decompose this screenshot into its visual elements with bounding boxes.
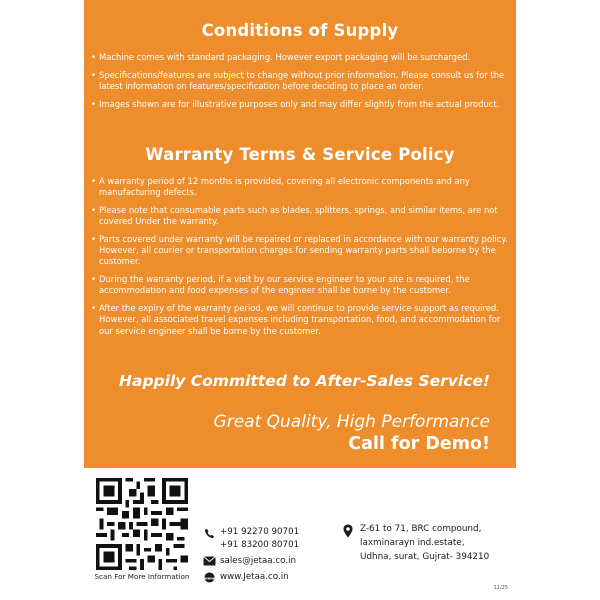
scan-label: Scan For More Information (94, 572, 190, 581)
qr-code-icon[interactable] (96, 478, 188, 570)
phone-icon (204, 528, 215, 539)
after-sales-tagline: Happily Committed to After-Sales Service! (119, 372, 490, 390)
warranty-item: • Please note that consumable parts such as blades, splitters, springs, and similar items, are not covered Under the warranty. (90, 205, 510, 227)
condition-item: • Images shown are for illustrative purposes only and may differ slightly from the actual product. (90, 99, 510, 110)
email-icon (203, 556, 216, 566)
condition-item: • Machine comes with standard packaging. However export packaging will be surcharged. (90, 52, 510, 63)
phone-number[interactable]: +91 92270 90701 (220, 527, 300, 537)
call-for-demo: Call for Demo! (348, 434, 490, 454)
address (360, 522, 489, 564)
page-code: 11/25 (493, 585, 508, 591)
conditions-of-supply-heading: Conditions of Supply (201, 21, 399, 40)
warranty-list (90, 176, 510, 343)
svg-text:www: www (204, 576, 215, 581)
website-link[interactable]: www.Jetaa.co.in (220, 572, 289, 582)
address-line: Z-61 to 71, BRC compound, (360, 524, 482, 534)
warranty-heading: Warranty Terms & Service Policy (145, 145, 455, 164)
brochure-page (84, 0, 516, 600)
address-line: Udhna, surat, Gujrat- 394210 (360, 552, 490, 562)
phone-number[interactable]: +91 83200 80701 (220, 540, 300, 550)
warranty-item: • A warranty period of 12 months is provided, covering all electronic components and any manufacturing defects. (90, 176, 510, 198)
warranty-item: • During the warranty period, if a visit by our service engineer to your site is required, the accommodation and food expenses of the engineer shall be borne by the customer. (90, 274, 510, 296)
address-line: laxminarayn ind.estate, (360, 538, 465, 548)
location-pin-icon (343, 524, 353, 538)
condition-item: • Specifications/features are subject to change without prior information. Please consult us for the latest information on features/specification before deciding to place an order. (90, 70, 510, 92)
conditions-list (90, 52, 510, 117)
contact-footer (84, 468, 516, 600)
warranty-item: • Parts covered under warranty will be repaired or replaced in accordance with our warranty policy. However, all courier or transportation charges for sending warranty parts shall beborne by the customer. (90, 234, 510, 268)
globe-icon (204, 572, 215, 583)
quality-tagline: Great Quality, High Performance (213, 412, 490, 432)
email-link[interactable]: sales@jetaa.co.in (220, 556, 297, 566)
warranty-item: • After the expiry of the warranty period, we will continue to provide service support as required. However, all associated travel expenses including transportation, food, and accommodation for our service engineer shall be borne by the customer. (90, 303, 510, 337)
